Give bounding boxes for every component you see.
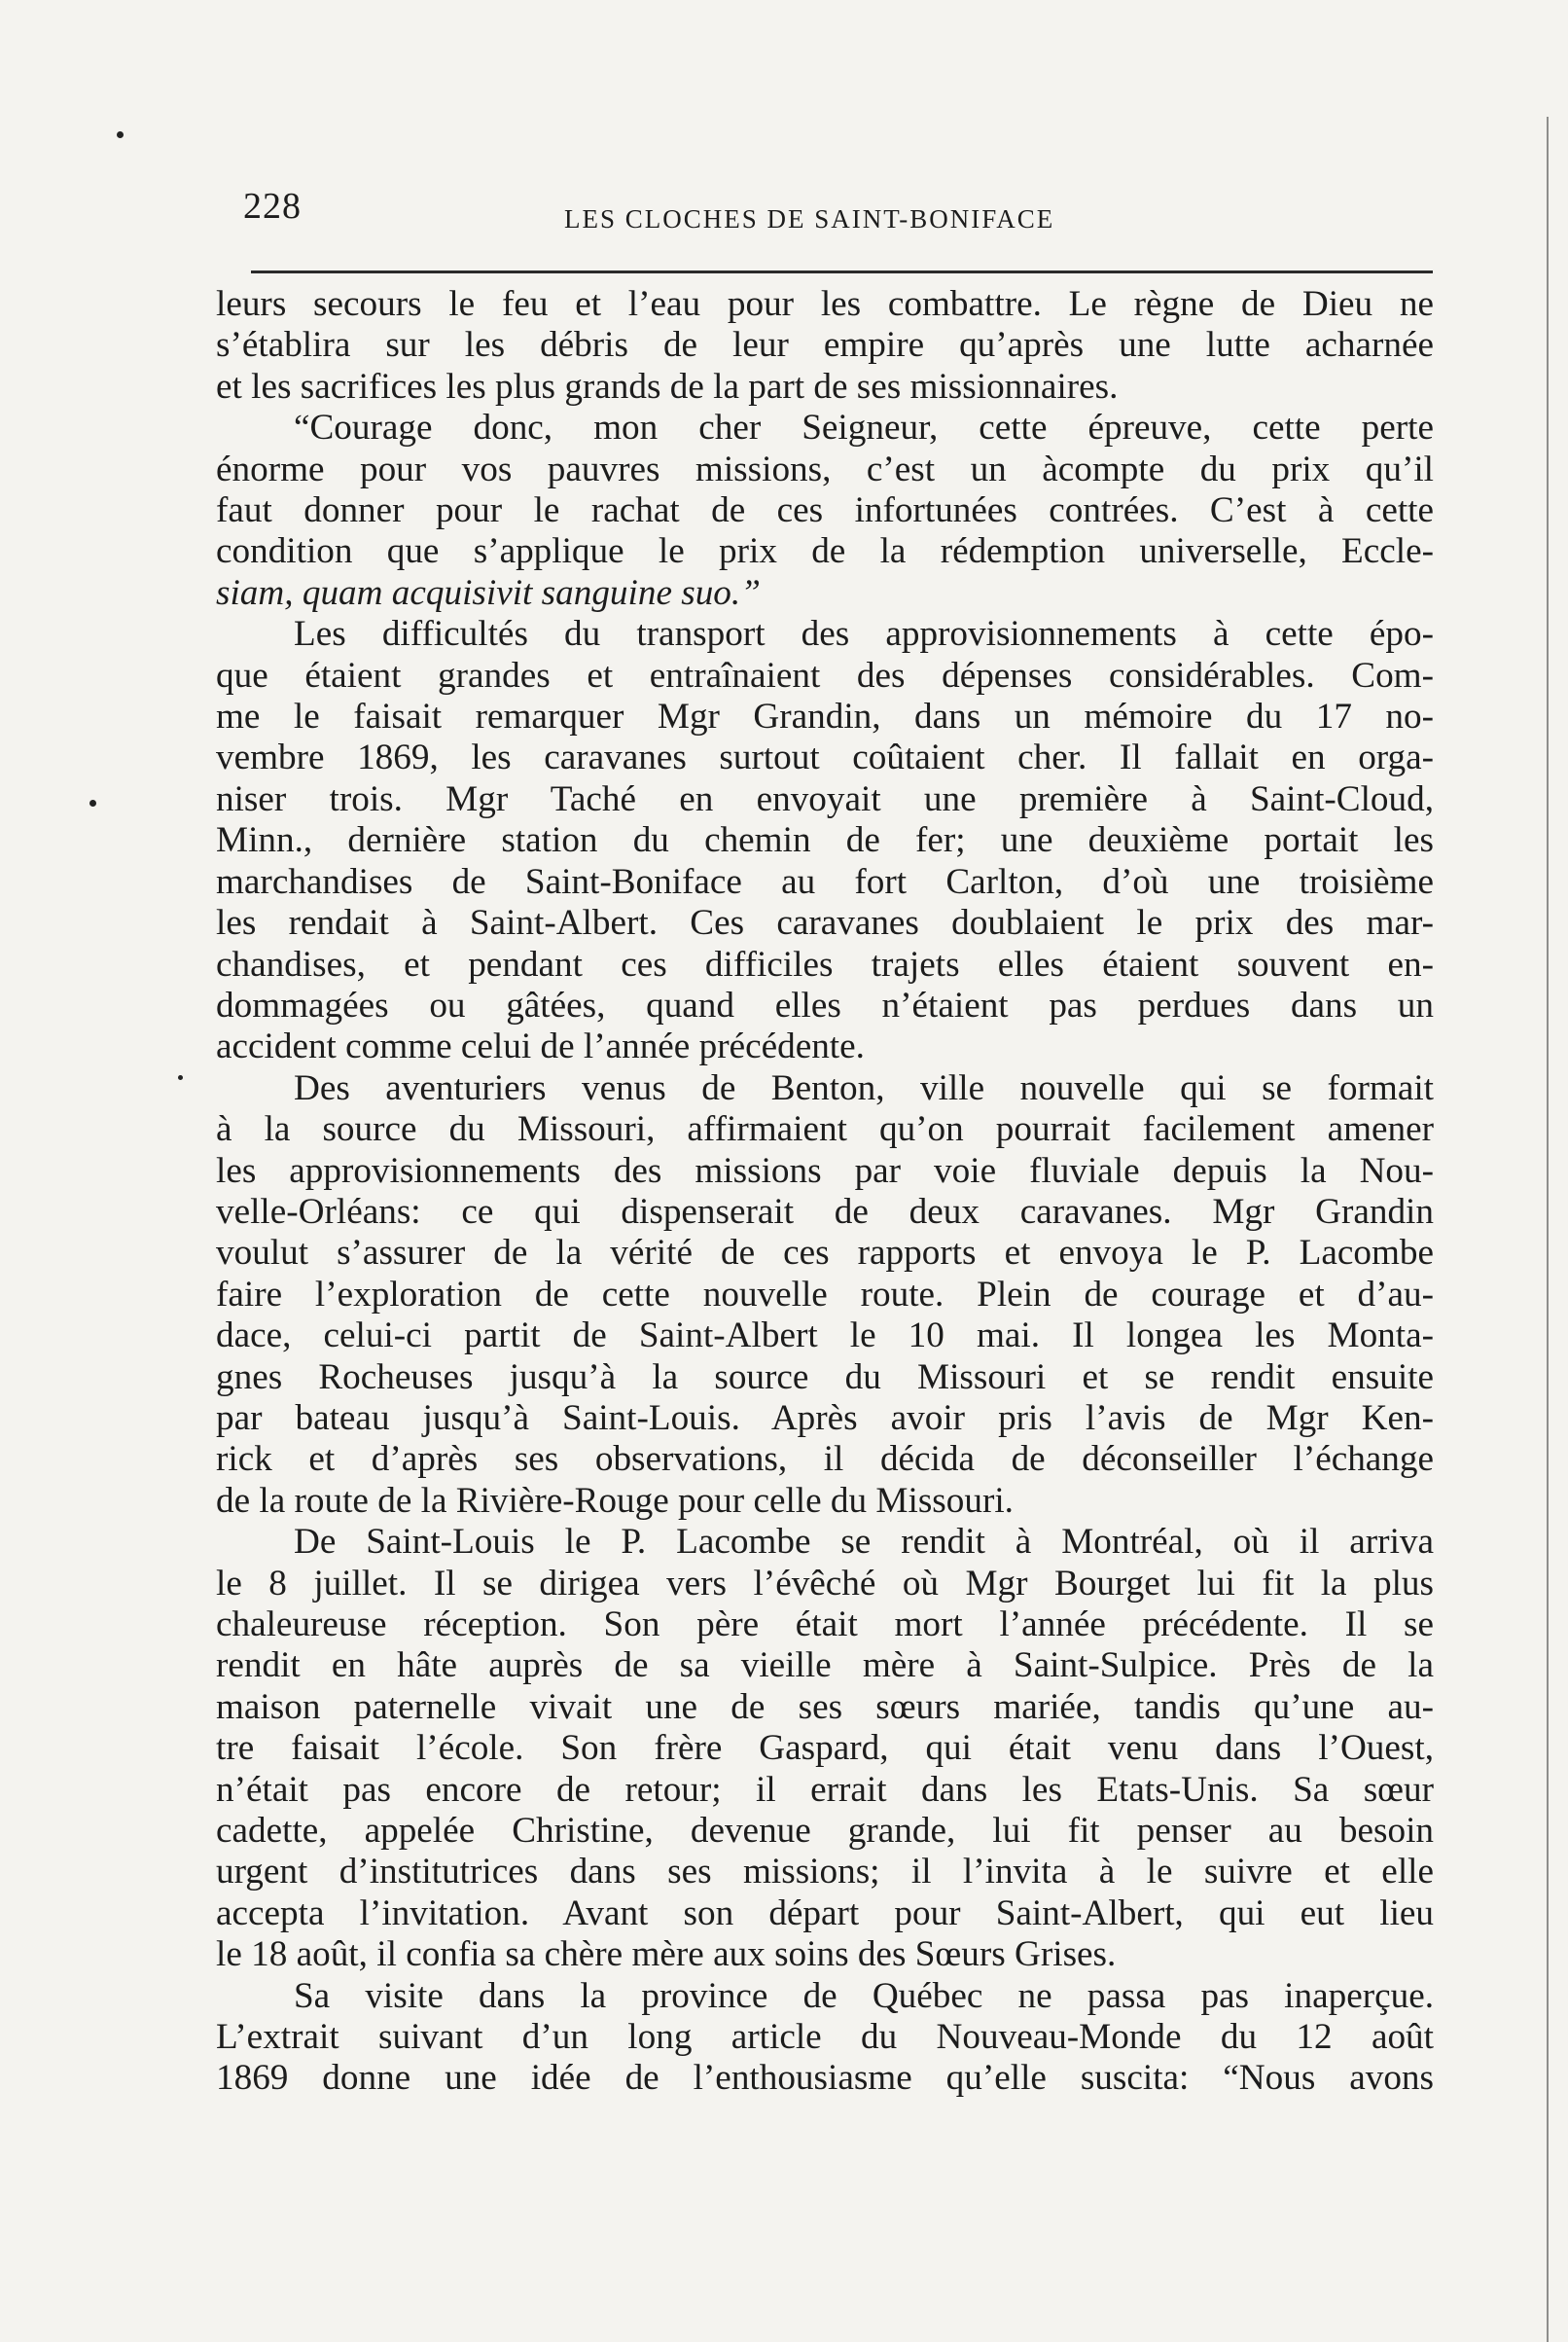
text-line: voulut s’assurer de la vérité de ces rapports et envoya le P. Lacombe: [216, 1233, 1434, 1274]
margin-speck: [117, 131, 124, 138]
text-line: velle-Orléans: ce qui dispenserait de deux caravanes. Mgr Grandin: [216, 1191, 1434, 1232]
text-line: dace, celui-ci partit de Saint-Albert le 10 mai. Il longea les Monta-: [216, 1315, 1434, 1356]
text-line: faire l’exploration de cette nouvelle route. Plein de courage et d’au-: [216, 1274, 1434, 1315]
paragraph: [216, 1068, 1434, 1522]
text-line: siam, quam acquisivit sanguine suo.”: [216, 572, 761, 613]
text-line: “Courage donc, mon cher Seigneur, cette épreuve, cette perte: [294, 408, 1434, 449]
text-line: n’était pas encore de retour; il errait dans les Etats-Unis. Sa sœur: [216, 1769, 1434, 1810]
text-line: vembre 1869, les caravanes surtout coûtaient cher. Il fallait en orga-: [216, 738, 1434, 778]
text-line: de la route de la Rivière-Rouge pour celle du Missouri.: [216, 1480, 1014, 1521]
text-line: le 18 août, il confia sa chère mère aux soins des Sœurs Grises.: [216, 1934, 1117, 1975]
text-line: Les difficultés du transport des approvisionnements à cette épo-: [294, 614, 1434, 655]
page-header: [243, 185, 1440, 263]
text-line: urgent d’institutrices dans ses missions; il l’invita à le suivre et elle: [216, 1852, 1434, 1892]
text-line: marchandises de Saint-Boniface au fort Carlton, d’où une troisième: [216, 861, 1434, 902]
text-line: chaleureuse réception. Son père était mort l’année précédente. Il se: [216, 1604, 1434, 1644]
paragraph: [216, 614, 1434, 1067]
page-number: 228: [243, 186, 302, 227]
text-line: s’établira sur les débris de leur empire qu’après une lutte acharnée: [216, 325, 1434, 366]
paragraph: [216, 1522, 1434, 1975]
page-edge: [1547, 117, 1549, 2342]
text-line: énorme pour vos pauvres missions, c’est un àcompte du prix qu’il: [216, 449, 1434, 489]
header-rule: [251, 270, 1433, 273]
text-line: 1869 donne une idée de l’enthousiasme qu’elle suscita: “Nous avons: [216, 2058, 1434, 2099]
text-line: accident comme celui de l’année précédente.: [216, 1027, 865, 1067]
text-line: niser trois. Mgr Taché en envoyait une première à Saint-Cloud,: [216, 778, 1434, 819]
text-line: De Saint-Louis le P. Lacombe se rendit à Montréal, où il arriva: [294, 1522, 1434, 1563]
text-line: que étaient grandes et entraînaient des dépenses considérables. Com-: [216, 655, 1434, 696]
text-line: à la source du Missouri, affirmaient qu’on pourrait facilement amener: [216, 1109, 1434, 1150]
paragraph: [216, 1976, 1434, 2100]
text-line: leurs secours le feu et l’eau pour les combattre. Le règne de Dieu ne: [216, 284, 1434, 324]
text-line: dommagées ou gâtées, quand elles n’étaient pas perdues dans un: [216, 985, 1434, 1026]
margin-speck: [178, 1075, 183, 1080]
text-line: les approvisionnements des missions par voie fluviale depuis la Nou-: [216, 1150, 1434, 1191]
text-line: condition que s’applique le prix de la rédemption universelle, Eccle-: [216, 531, 1434, 572]
text-line: rick et d’après ses observations, il décida de déconseiller l’échange: [216, 1439, 1434, 1480]
text-line: accepta l’invitation. Avant son départ pour Saint-Albert, qui eut lieu: [216, 1892, 1434, 1933]
text-line: rendit en hâte auprès de sa vieille mère à Saint-Sulpice. Près de la: [216, 1645, 1434, 1686]
text-line: tre faisait l’école. Son frère Gaspard, qui était venu dans l’Ouest,: [216, 1728, 1434, 1769]
text-line: Sa visite dans la province de Québec ne passa pas inaperçue.: [294, 1975, 1434, 2016]
text-line: cadette, appelée Christine, devenue grande, lui fit penser au besoin: [216, 1811, 1434, 1852]
text-line: Minn., dernière station du chemin de fer; une deuxième portait les: [216, 820, 1434, 861]
margin-speck: [89, 800, 96, 807]
text-line: et les sacrifices les plus grands de la part de ses missionnaires.: [216, 366, 1119, 407]
running-title: LES CLOCHES DE SAINT-BONIFACE: [564, 204, 1055, 234]
text-line: par bateau jusqu’à Saint-Louis. Après avoir pris l’avis de Mgr Ken-: [216, 1397, 1434, 1438]
text-line: faut donner pour le rachat de ces infortunées contrées. C’est à cette: [216, 490, 1434, 531]
text-line: me le faisait remarquer Mgr Grandin, dans un mémoire du 17 no-: [216, 697, 1434, 738]
text-line: le 8 juillet. Il se dirigea vers l’évêché où Mgr Bourget lui fit la plus: [216, 1563, 1434, 1603]
text-line: maison paternelle vivait une de ses sœurs mariée, tandis qu’une au-: [216, 1686, 1434, 1727]
text-line: L’extrait suivant d’un long article du Nouveau-Monde du 12 août: [216, 2017, 1434, 2058]
text-line: les rendait à Saint-Albert. Ces caravanes doublaient le prix des mar-: [216, 903, 1434, 944]
text-line: gnes Rocheuses jusqu’à la source du Missouri et se rendit ensuite: [216, 1356, 1434, 1397]
paragraph: [216, 284, 1434, 408]
body-text: [216, 284, 1434, 2100]
text-line: Des aventuriers venus de Benton, ville nouvelle qui se formait: [294, 1067, 1434, 1108]
paragraph-quote: [216, 408, 1434, 614]
text-line: chandises, et pendant ces difficiles trajets elles étaient souvent en-: [216, 944, 1434, 985]
